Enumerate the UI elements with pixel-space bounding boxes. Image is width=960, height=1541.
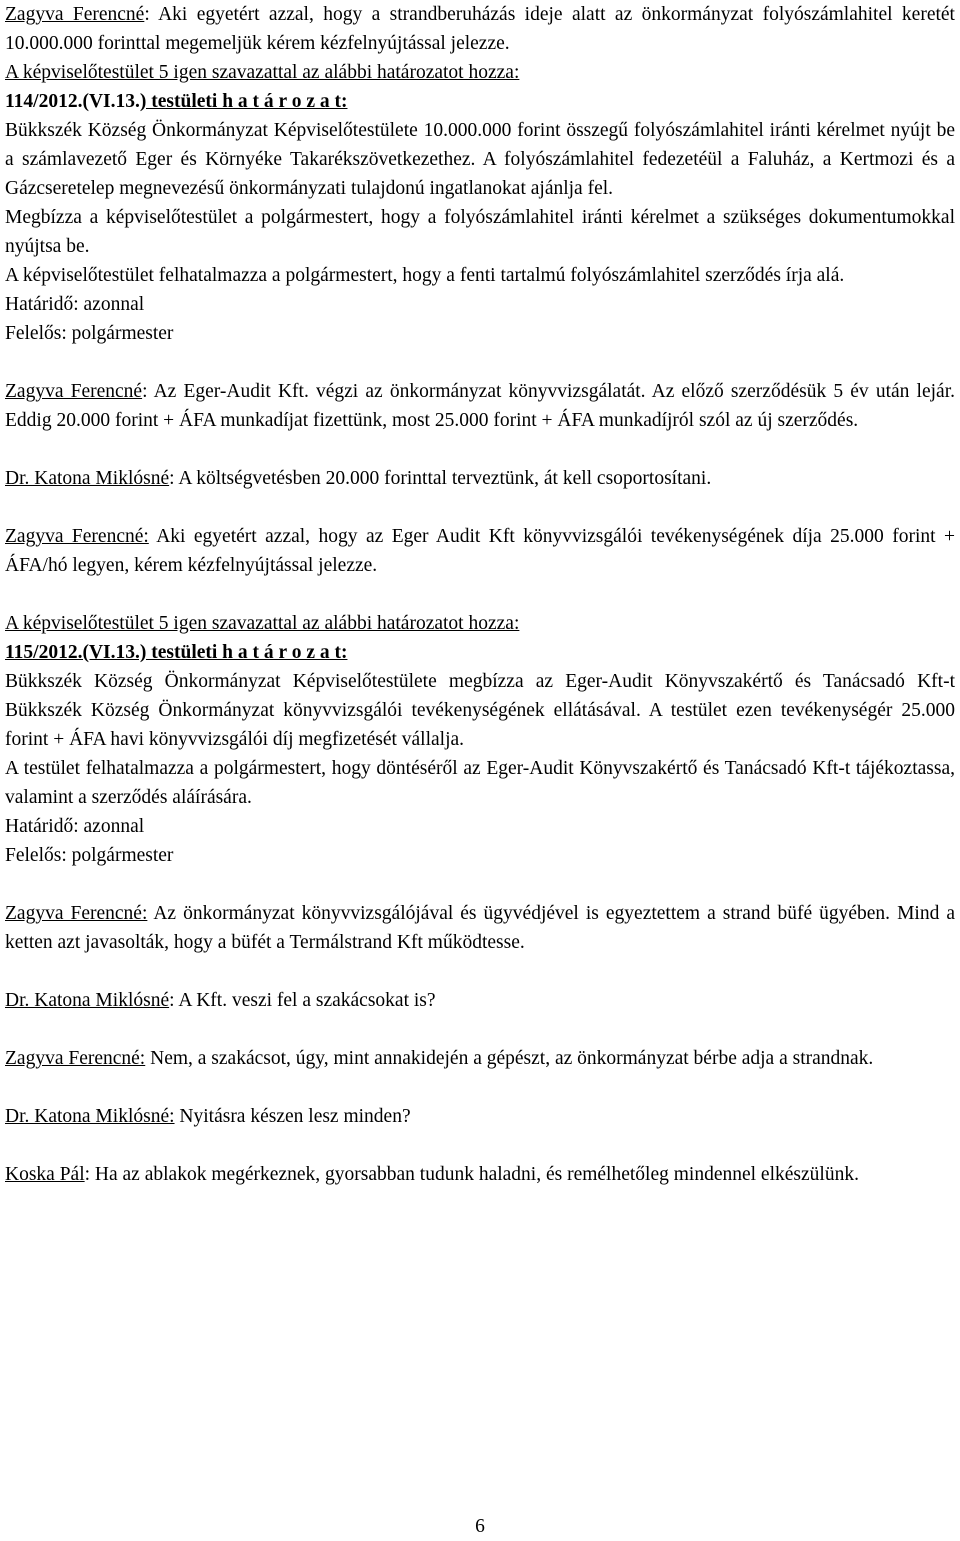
paragraph-p16 xyxy=(5,812,955,841)
text-run: 114/2012.(VI.13. xyxy=(5,91,140,112)
text-run: : A Kft. veszi fel a szakácsokat is? xyxy=(169,990,436,1011)
text-run: Felelős: polgármester xyxy=(5,323,174,344)
text-run: Határidő: azonnal xyxy=(5,294,145,315)
text-run: A képviselőtestület felhatalmazza a polgármestert, hogy a fenti tartalmú folyószámlahitel szerződés írja alá. xyxy=(5,265,845,286)
text-run: : Aki egyetért azzal, hogy a strandberuházás ideje alatt az önkormányzat folyószámlahitel keretét 10.000.000 forinttal megemeljük kérem kézfelnyújtással jelezze. xyxy=(5,4,955,54)
paragraph-spacer xyxy=(5,1073,955,1102)
text-run: Zagyva Ferencné: xyxy=(5,1048,146,1069)
page-number: 6 xyxy=(475,1516,485,1537)
text-run: Felelős: polgármester xyxy=(5,845,174,866)
paragraph-spacer xyxy=(5,870,955,899)
text-run: Aki egyetért azzal, hogy az Eger Audit Kft könyvvizsgálói tevékenységének díja 25.000 forint + ÁFA/hó legyen, kérem kézfelnyújtással jelezze. xyxy=(5,526,955,576)
text-run: Koska Pál xyxy=(5,1164,85,1185)
paragraph-p18 xyxy=(5,899,955,957)
text-run: : Az Eger-Audit Kft. végzi az önkormányzat könyvvizsgálatát. Az előző szerződésük 5 év után lejár. Eddig 20.000 forint + ÁFA munkadíjat fizettünk, most 25.000 forint + ÁFA munkadíjról szól az új szerződés. xyxy=(5,381,955,431)
text-run: Zagyva Ferencné xyxy=(5,4,145,25)
paragraph-p7 xyxy=(5,290,955,319)
text-run: Nem, a szakácsot, úgy, mint annakidején a gépészt, az önkormányzat bérbe adja a strandnak. xyxy=(145,1048,874,1069)
paragraph-spacer xyxy=(5,493,955,522)
text-run: Zagyva Ferencné: xyxy=(5,903,148,924)
text-run: Dr. Katona Miklósné: xyxy=(5,1106,175,1127)
paragraph-p9 xyxy=(5,377,955,435)
text-run: Dr. Katona Miklósné xyxy=(5,990,170,1011)
paragraph-spacer xyxy=(5,580,955,609)
paragraph-spacer xyxy=(5,348,955,377)
text-run: A testület felhatalmazza a polgármestert, hogy döntéséről az Eger-Audit Könyvszakértő és Tanácsadó Kft-t tájékoztassa, valamint a szerződés aláírására. xyxy=(5,758,955,808)
text-run: A képviselőtestület 5 igen szavazattal az alábbi határozatot hozza: xyxy=(5,62,520,83)
paragraph-p10 xyxy=(5,464,955,493)
text-run: Megbízza a képviselőtestület a polgármestert, hogy a folyószámlahitel iránti kérelmet a szükséges dokumentumokkal nyújtsa be. xyxy=(5,207,955,257)
text-run: Határidő: azonnal xyxy=(5,816,145,837)
paragraph-p21 xyxy=(5,1102,955,1131)
paragraph-spacer xyxy=(5,957,955,986)
paragraph-p14 xyxy=(5,667,955,754)
paragraph-p12 xyxy=(5,609,955,638)
paragraph-spacer xyxy=(5,1015,955,1044)
paragraph-p22 xyxy=(5,1160,955,1189)
text-run: Az önkormányzat könyvvizsgálójával és ügyvédjével is egyeztettem a strand büfé ügyében. Mind a ketten azt javasolták, hogy a büfét a Termálstrand Kft működtesse. xyxy=(5,903,955,953)
paragraph-p4 xyxy=(5,116,955,203)
text-run: Bükkszék Község Önkormányzat Képviselőtestülete megbízza az Eger-Audit Könyvszakértő és Tanácsadó Kft-t Bükkszék Község Önkormányzat könyvvizsgálói tevékenységének ellátásával. A testület ezen tevékenységér 25.000 forint + ÁFA havi könyvvizsgálói díj megfizetését vállalja. xyxy=(5,671,955,750)
text-run: Nyitásra készen lesz minden? xyxy=(174,1106,411,1127)
paragraph-p5 xyxy=(5,203,955,261)
text-run: Bükkszék Község Önkormányzat Képviselőtestülete 10.000.000 forint összegű folyószámlahitel iránti kérelmet nyújt be a számlavezető Eger és Környéke Takarékszövetkezethez. A folyószámlahitel fedezetéül a Faluház, a Kertmozi és a Gázcseretelep megnevezésű önkormányzati tulajdonú ingatlanokat ajánlja fel. xyxy=(5,120,955,199)
paragraph-p20 xyxy=(5,1044,955,1073)
text-run: 115/2012.(VI.13.) testületi h a t á r o z a t: xyxy=(5,642,348,663)
paragraph-p2 xyxy=(5,58,955,87)
paragraph-p8 xyxy=(5,319,955,348)
text-run: A képviselőtestület 5 igen szavazattal az alábbi határozatot hozza: xyxy=(5,613,520,634)
text-run: : A költségvetésben 20.000 forinttal terveztünk, át kell csoportosítani. xyxy=(169,468,712,489)
document-page xyxy=(5,0,955,1189)
text-run: Zagyva Ferencné xyxy=(5,381,143,402)
text-run: Dr. Katona Miklósné xyxy=(5,468,170,489)
paragraph-spacer xyxy=(5,1131,955,1160)
text-run: ) testületi h a t á r o z a t: xyxy=(139,91,348,112)
paragraph-p15 xyxy=(5,754,955,812)
paragraph-p3 xyxy=(5,87,955,116)
paragraph-p11 xyxy=(5,522,955,580)
paragraph-p1 xyxy=(5,0,955,58)
text-run: : Ha az ablakok megérkeznek, gyorsabban tudunk haladni, és remélhetőleg mindennel elkészülünk. xyxy=(84,1164,859,1185)
paragraph-p19 xyxy=(5,986,955,1015)
paragraph-p17 xyxy=(5,841,955,870)
paragraph-p6 xyxy=(5,261,955,290)
paragraph-p13 xyxy=(5,638,955,667)
text-run: Zagyva Ferencné: xyxy=(5,526,149,547)
paragraph-spacer xyxy=(5,435,955,464)
